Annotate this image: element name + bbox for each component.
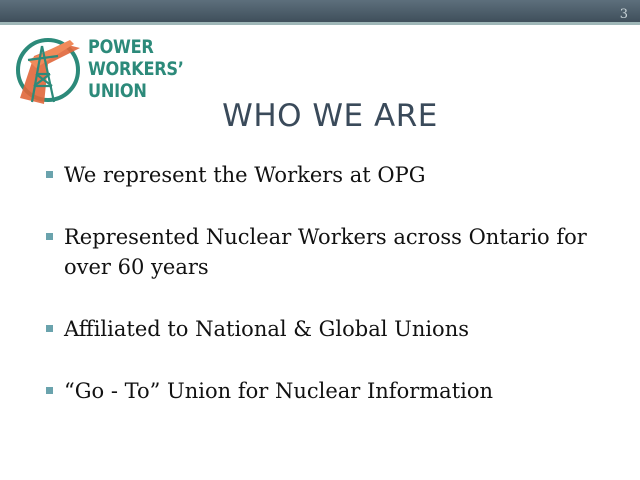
- bullet-square-icon: [46, 233, 53, 240]
- logo-line-power: POWER: [88, 36, 154, 58]
- bullet-text: Affiliated to National & Global Unions: [64, 317, 469, 341]
- slide-number: 3: [619, 7, 628, 22]
- bullet-square-icon: [46, 387, 53, 394]
- bullet-item: [46, 314, 616, 344]
- bullet-text: We represent the Workers at OPG: [64, 163, 426, 187]
- bullet-text: “Go - To” Union for Nuclear Information: [64, 379, 494, 403]
- bullet-item: [46, 376, 616, 406]
- bullet-square-icon: [46, 171, 53, 178]
- power-workers-union-logo: [14, 34, 184, 108]
- logo-line-union: UNION: [88, 80, 147, 102]
- slide-title-text: WHO WE ARE: [222, 98, 438, 134]
- bullet-square-icon: [46, 325, 53, 332]
- transmission-tower-icon: [14, 34, 86, 108]
- logo-wordmark: [88, 36, 184, 102]
- bullet-item: [46, 160, 616, 190]
- bullet-list: [46, 160, 616, 438]
- header-accent-line: [0, 22, 640, 25]
- slide-title: [0, 98, 640, 134]
- bullet-text: Represented Nuclear Workers across Ontario for over 60 years: [64, 225, 587, 279]
- bullet-item: [46, 222, 616, 282]
- logo-line-workers: WORKERS’: [88, 58, 184, 80]
- slide-header-bar: [0, 0, 640, 22]
